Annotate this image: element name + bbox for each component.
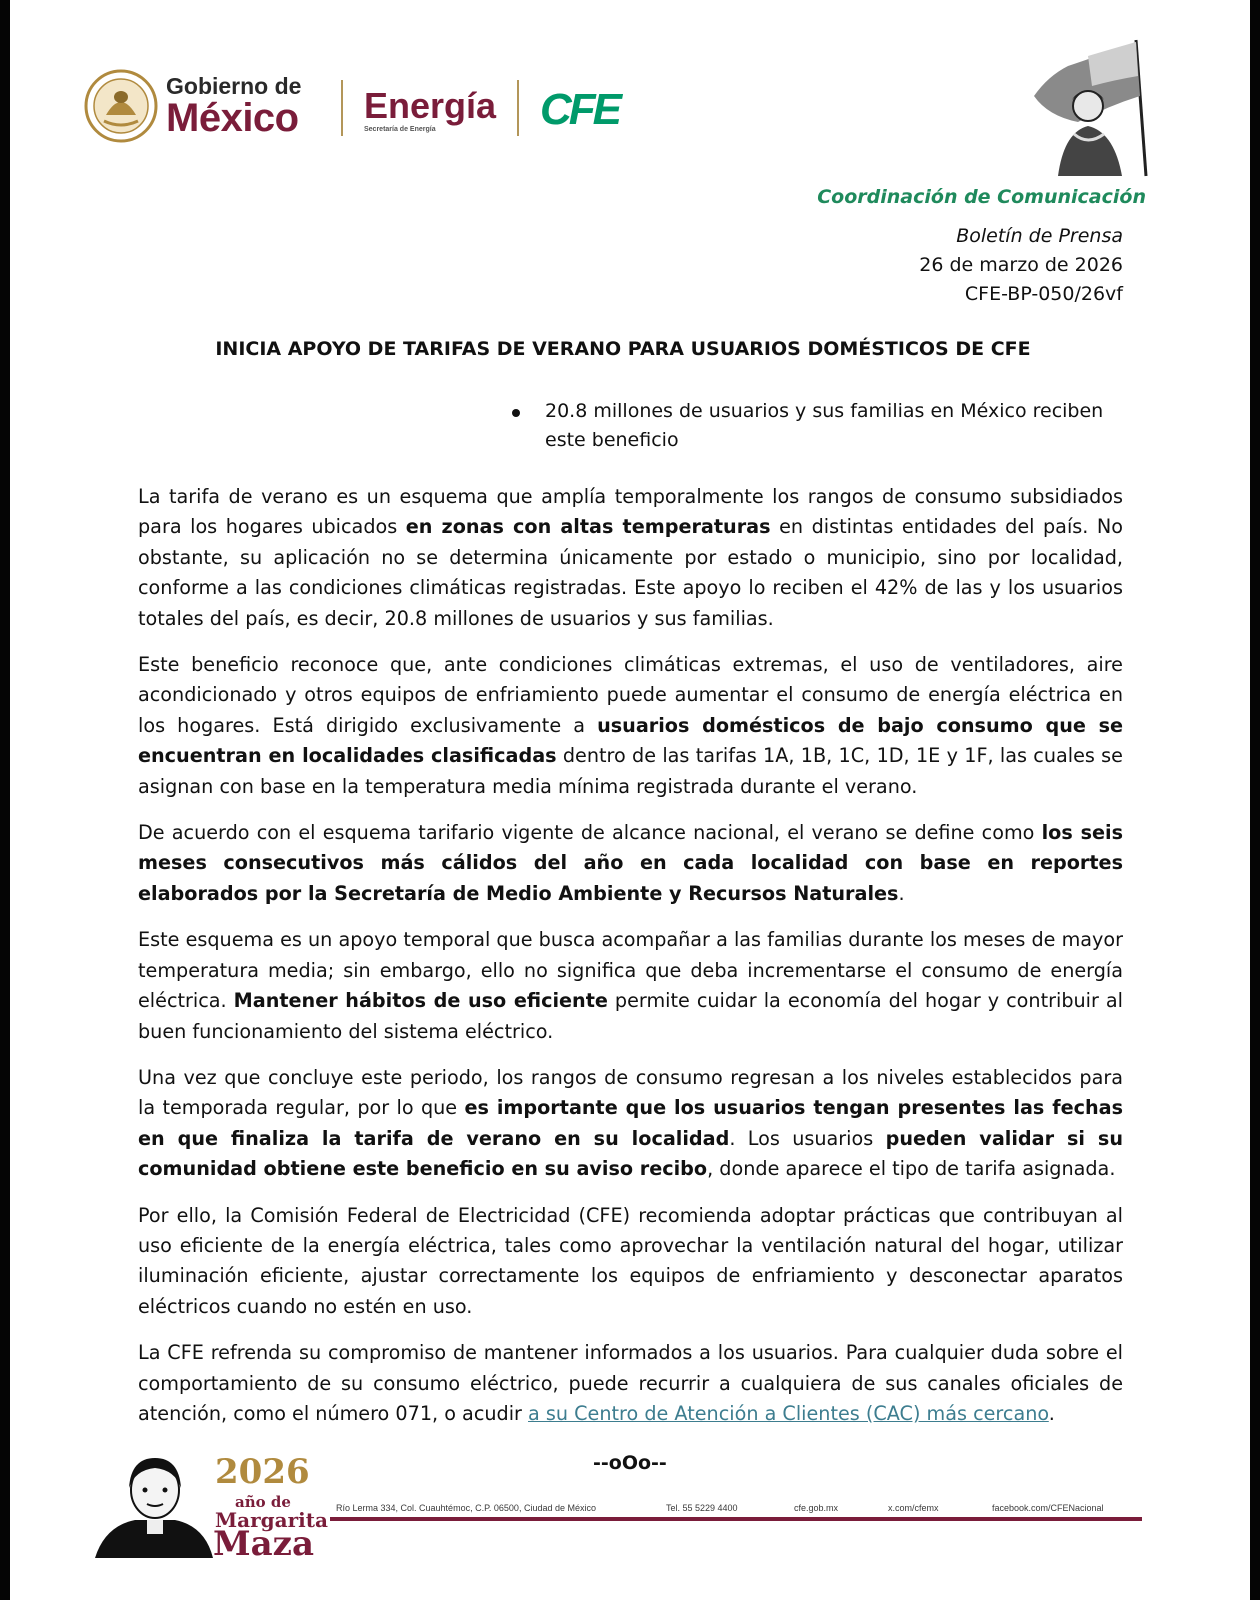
footer-maza: Maza bbox=[213, 1524, 315, 1564]
bullet-text: 20.8 millones de usuarios y sus familias en México reciben este beneficio bbox=[545, 400, 1104, 451]
bulletin-code: CFE-BP-050/26vf bbox=[964, 283, 1123, 305]
p6-text-1: Por ello, la Comisión Federal de Electricidad (CFE) recomienda adoptar prácticas que contribuyan al uso eficiente de la energía eléctrica, tales como aprovechar la ventilación natural del hogar, utilizar iluminación eficiente, ajustar correctamente los equipos de enfriamiento y desconectar aparatos eléctricos cuando no estén en uso. bbox=[138, 1203, 1123, 1318]
p4-bold-1: Mantener hábitos de uso eficiente bbox=[233, 989, 608, 1013]
footer-facebook-link[interactable]: facebook.com/CFENacional bbox=[992, 1503, 1104, 1513]
mexico-coat-of-arms-icon bbox=[84, 69, 158, 143]
bulletin-type: Boletín de Prensa bbox=[956, 225, 1123, 247]
gobierno-de-mexico-logo bbox=[166, 74, 301, 138]
margarita-maza-portrait-icon bbox=[95, 1448, 215, 1558]
bulletin-body bbox=[138, 482, 1123, 1445]
cac-locator-link[interactable]: a su Centro de Atención a Clientes (CAC) más cercano bbox=[528, 1401, 1049, 1425]
footer-address: Río Lerma 334, Col. Cuauhtémoc, C.P. 06500, Ciudad de México bbox=[336, 1503, 596, 1513]
gobierno-logo-top: Gobierno de bbox=[166, 73, 302, 99]
heroine-with-flag-icon bbox=[1028, 36, 1162, 178]
closing-mark: --oOo-- bbox=[593, 1452, 667, 1474]
energia-logo-subtitle: Secretaría de Energía bbox=[364, 126, 436, 133]
bulletin-meta bbox=[919, 222, 1123, 309]
footer-anio-de: año de bbox=[235, 1493, 291, 1511]
highlight-bullet bbox=[508, 397, 1124, 455]
bulletin-date: 26 de marzo de 2026 bbox=[919, 254, 1123, 276]
p2-text-1: Este beneficio reconoce que, ante condiciones climáticas extremas, el uso de ventiladores, aire acondicionado y otros equipos de enfriamiento puede aumentar el consumo de energía eléctrica en los hogares. Está dirigido exclusivamente a bbox=[138, 653, 1123, 737]
p7-text-2: . bbox=[1048, 1401, 1055, 1425]
footer-year: 2026 bbox=[215, 1452, 310, 1492]
energia-logo-title: Energía bbox=[364, 85, 497, 126]
footer-margarita: Margarita bbox=[215, 1508, 328, 1532]
p7-text-1: La CFE refrenda su compromiso de mantener informados a los usuarios. Para cualquier duda sobre el comportamiento de su consumo eléctrico, puede recurrir a cualquiera de sus canales oficiales de atención, como el número 071, o acudir bbox=[138, 1341, 1123, 1425]
p4-text-1: Este esquema es un apoyo temporal que busca acompañar a las familias durante los meses de mayor temperatura media; sin embargo, ello no significa que deba incrementarse el consumo de energía eléctrica. bbox=[138, 928, 1123, 1013]
p1-text-2: en distintas entidades del país. No obstante, su aplicación no se determina únicamente por estado o municipio, sino por localidad, conforme a las condiciones climáticas registradas. Este apoyo lo reciben el 42% de las y los usuarios totales del país, es decir, 20.8 millones de usuarios y sus familias. bbox=[138, 515, 1123, 630]
gobierno-logo-mexico: México bbox=[166, 96, 299, 140]
p5-bold-1: es importante que los usuarios tengan presentes las fechas en que finaliza la tarifa de verano en su localidad bbox=[138, 1096, 1124, 1150]
paragraph-6 bbox=[138, 1201, 1123, 1323]
logo-divider bbox=[517, 80, 519, 136]
logo-divider bbox=[341, 80, 343, 136]
p3-text-1: De acuerdo con el esquema tarifario vigente de alcance nacional, el verano se define como bbox=[138, 821, 1042, 845]
p3-text-2: . bbox=[898, 881, 905, 905]
p2-bold-1: usuarios domésticos de bajo consumo que se encuentran en localidades clasificadas bbox=[138, 713, 1123, 768]
coordination-label: Coordinación de Comunicación bbox=[817, 186, 1146, 208]
p5-text-3: , donde aparece el tipo de tarifa asignada. bbox=[707, 1157, 1116, 1181]
p5-text-2: . Los usuarios bbox=[729, 1126, 886, 1150]
footer-x-link[interactable]: x.com/cfemx bbox=[888, 1503, 939, 1513]
footer-website-link[interactable]: cfe.gob.mx bbox=[794, 1503, 839, 1513]
p4-text-2: permite cuidar la economía del hogar y contribuir al buen funcionamiento del sistema eléctrico. bbox=[138, 989, 1123, 1043]
footer-phone: Tel. 55 5229 4400 bbox=[666, 1503, 738, 1513]
bulletin-title: INICIA APOYO DE TARIFAS DE VERANO PARA USUARIOS DOMÉSTICOS DE CFE bbox=[215, 338, 1031, 360]
paragraph-1 bbox=[138, 482, 1123, 634]
bullet-dot-icon bbox=[512, 409, 520, 417]
right-frame-border bbox=[1250, 0, 1260, 1600]
p1-bold-1: en zonas con altas temperaturas bbox=[405, 515, 771, 539]
footer-divider bbox=[330, 1517, 1142, 1521]
p1-text-1: La tarifa de verano es un esquema que amplía temporalmente los rangos de consumo subsidiados para los hogares ubicados bbox=[138, 485, 1123, 539]
paragraph-2 bbox=[138, 650, 1123, 802]
p2-text-2: dentro de las tarifas 1A, 1B, 1C, 1D, 1E y 1F, las cuales se asignan con base en la temperatura media mínima registrada durante el verano. bbox=[138, 744, 1123, 798]
cfe-logo: CFE bbox=[540, 85, 619, 134]
paragraph-5 bbox=[138, 1063, 1123, 1185]
p5-text-1: Una vez que concluye este periodo, los rangos de consumo regresan a los niveles establecidos para la temporada regular, por lo que bbox=[138, 1065, 1123, 1120]
energia-logo bbox=[364, 85, 497, 133]
paragraph-3 bbox=[138, 818, 1123, 909]
left-frame-border bbox=[0, 0, 10, 1600]
paragraph-4 bbox=[138, 925, 1123, 1047]
p5-bold-2: pueden validar si su comunidad obtiene este beneficio en su aviso recibo bbox=[138, 1126, 1123, 1181]
paragraph-7 bbox=[138, 1338, 1123, 1429]
p3-bold-1: los seis meses consecutivos más cálidos del año en cada localidad con base en reportes elaborados por la Secretaría de Medio Ambiente y Recursos Naturales bbox=[138, 821, 1124, 905]
